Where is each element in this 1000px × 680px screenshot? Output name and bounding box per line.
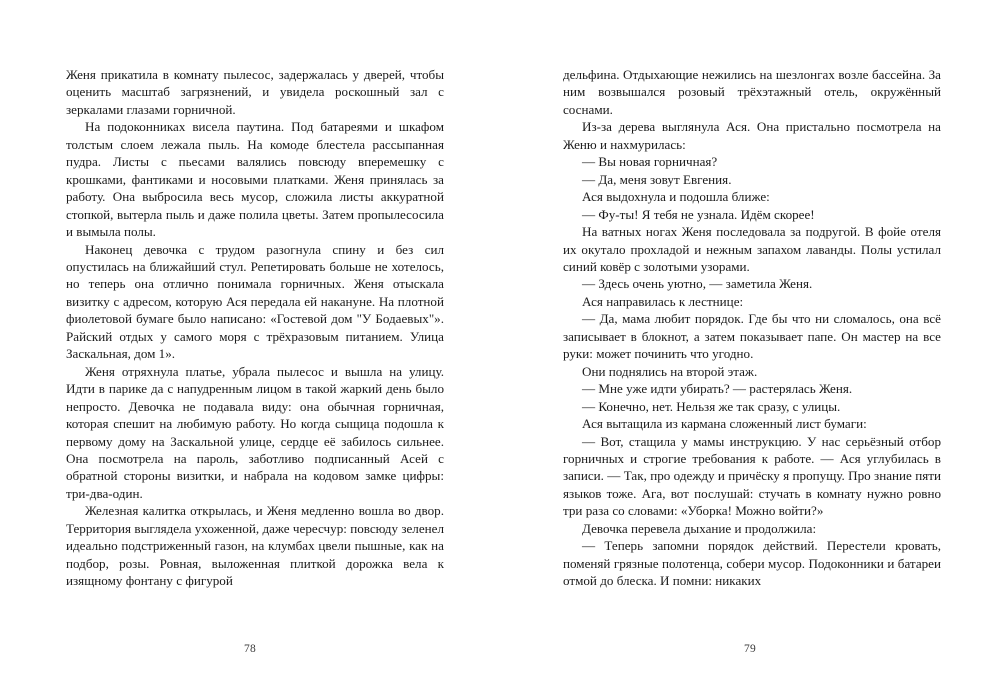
dialogue-line: — Да, мама любит порядок. Где бы что ни сломалось, она всё записывает в блокнот, а затем показывает папе. Он мастер на все руки: может починить что угодно.: [563, 311, 941, 362]
paragraph: Ася вытащила из кармана сложенный лист бумаги:: [581, 416, 867, 432]
paragraph: дельфина. Отдыхающие нежились на шезлонгах возле бассейна. За ним возвышался розовый трёхэтажный отель, окружённый соснами.: [563, 67, 941, 117]
paragraph: На подоконниках висела паутина. Под батареями и шкафом толстым слоем лежала пыль. На комоде блестела рассыпанная пудра. Листы с пьесами валялись повсюду вперемешку с крошками, фантиками и носовыми платками. Женя принялась за работу. Она выбросила весь мусор, сложила листы аккуратной стопкой, вытерла пыль и даже полила цветы. Затем пропылесосила и вымыла полы.: [66, 119, 444, 240]
dialogue-line: — Фу-ты! Я тебя не узнала. Идём скорее!: [581, 206, 815, 222]
page-right: [500, 0, 1000, 680]
right-page-text-block: [563, 66, 941, 590]
page-number-right: 79: [743, 643, 757, 655]
page-number-left: 78: [243, 643, 257, 655]
paragraph: Из-за дерева выглянула Ася. Она пристально посмотрела на Женю и нахмурилась:: [563, 119, 941, 152]
paragraph: Наконец девочка с трудом разогнула спину и без сил опустилась на ближайший стул. Репетировать больше не хотелось, но теперь она отлично понимала горничных. Женя отыскала визитку с адресом, которую Ася передала ей накануне. На плотной фиолетовой бумаге было написано: «Гостевой дом "У Бодаевых"». Райский отдых у самого моря с трёхразовым питанием. Улица Заскальная, дом 1».: [66, 241, 444, 362]
paragraph: Железная калитка открылась, и Женя медленно вошла во двор. Территория выглядела ухоженной, даже чересчур: повсюду зеленел идеально подстриженный газон, на клумбах цвели пышные, как на подбор, розы. Ровная, выложенная плиткой дорожка вела к изящному фонтану с фигурой: [66, 503, 444, 589]
dialogue-line: — Да, меня зовут Евгения.: [581, 171, 732, 187]
left-page-text-block: [66, 66, 444, 590]
dialogue-line: — Вот, стащила у мамы инструкцию. У нас серьёзный отбор горничных и строгие требования к работе. — Ася углубилась в записи. — Так, про одежду и причёску я пропущу. Про знание пяти языков тоже. Ага, вот послушай: стучать в комнату нужно ровно три раза со словами: «Уборка! Можно войти?»: [563, 433, 941, 519]
dialogue-line: — Здесь очень уютно, — заметила Женя.: [581, 276, 813, 292]
paragraph: Женя прикатила в комнату пылесос, задержалась у дверей, чтобы оценить масштаб загрязнений, и увидела роскошный зал с зеркалами глазами горничной.: [66, 67, 444, 117]
paragraph: На ватных ногах Женя последовала за подругой. В фойе отеля их окутало прохладой и нежным запахом лаванды. Полы устилал синий ковёр с золотыми узорами.: [563, 224, 941, 274]
paragraph: Девочка перевела дыхание и продолжила:: [581, 520, 817, 536]
paragraph: Женя отряхнула платье, убрала пылесос и вышла на улицу. Идти в парике да с напудренным лицом в такой жаркий день было непросто. Девочка не подавала виду: она обычная горничная, которая спешит на любимую работу. Но когда сыщица подошла к первому дому на Заскальной улице, сердце её забилось сильнее. Она посмотрела на пароль, заботливо подписанный Асей с обратной стороны визитки, и набрала на кодовом замке цифры: три-два-один.: [66, 363, 444, 501]
dialogue-line: — Теперь запомни порядок действий. Перестели кровать, поменяй грязные полотенца, собери мусор. Подоконники и батареи отмой до блеска. И помни: никаких: [563, 538, 941, 589]
paragraph: Ася выдохнула и подошла ближе:: [581, 189, 770, 205]
dialogue-line: — Мне уже идти убирать? — растерялась Женя.: [581, 381, 853, 397]
dialogue-line: — Вы новая горничная?: [581, 154, 718, 170]
paragraph: Ася направилась к лестнице:: [581, 293, 744, 309]
paragraph: Они поднялись на второй этаж.: [581, 363, 758, 379]
dialogue-line: — Конечно, нет. Нельзя же так сразу, с улицы.: [581, 398, 841, 414]
